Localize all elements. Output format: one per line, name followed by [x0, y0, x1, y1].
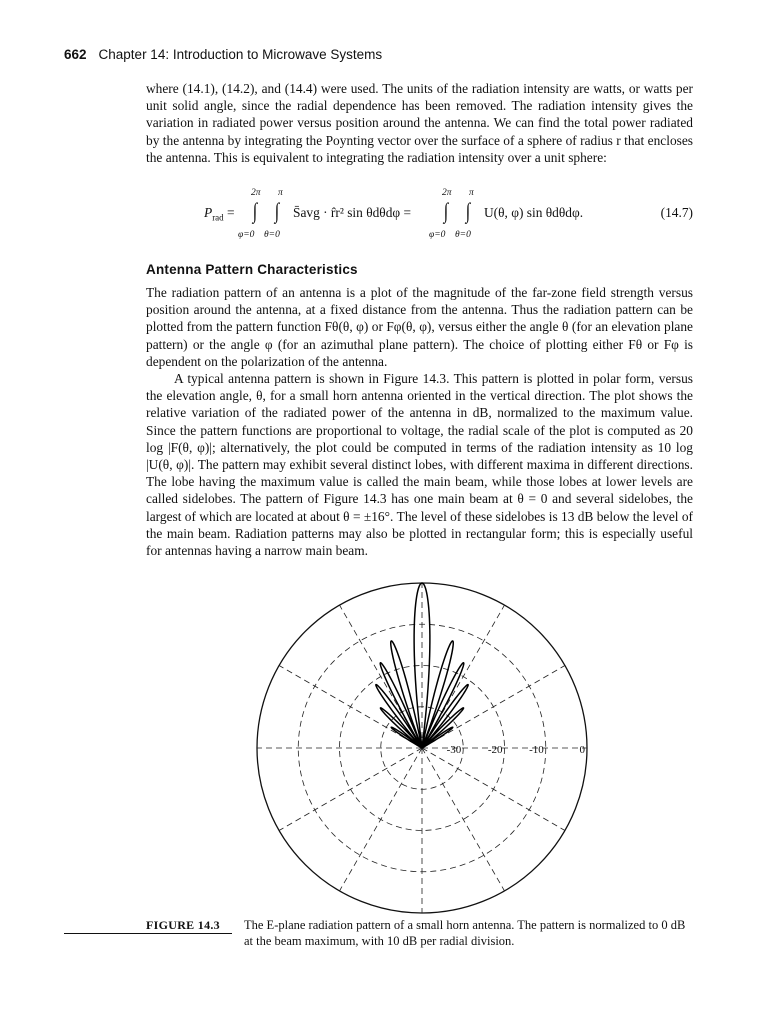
equation-number: (14.7) — [660, 205, 693, 220]
paragraph-1 — [146, 80, 693, 166]
figure-caption-text: The E-plane radiation pattern of a small horn antenna. The pattern is normalized to 0 dB at the beam maximum, with 10 dB per radial division. — [244, 918, 686, 948]
polar-grid-radial — [340, 748, 423, 891]
paragraphs-2-3 — [146, 284, 693, 559]
polar-radiation-pattern — [254, 580, 590, 916]
running-header — [64, 47, 382, 62]
polar-grid-radial — [422, 748, 505, 891]
eqn-lower-theta-1: θ=0 — [264, 230, 280, 240]
section-heading: Antenna Pattern Characteristics — [146, 262, 358, 277]
eqn-upper-theta-1: π — [278, 188, 283, 198]
page-number: 662 — [64, 47, 87, 62]
caption-rule — [64, 933, 232, 934]
eqn-lhs: $P_{rad}$ = — [204, 205, 235, 223]
radial-tick-label: -10 — [529, 744, 544, 756]
polar-grid-radial — [422, 748, 565, 831]
radial-tick-label: -20 — [487, 744, 503, 756]
paragraph-2-text: The radiation pattern of an antenna is a plot of the magnitude of the far-zone field strength versus position around the antenna, at a fixed distance from the antenna. Thus the radiation pattern can be plotted from the pattern function Fθ(θ, φ) or Fφ(θ, φ), versus either the angle θ (for an elevation plane pattern) or the angle φ (for an azimuthal plane pattern). The choice of plotting either Fθ or Fφ is dependent on the polarization of the antenna. — [146, 285, 693, 369]
figure-label: FIGURE 14.3 — [146, 918, 220, 932]
equation-14-7: $P_{rad}$ = 2π π ∫ ∫ φ=0 θ=0 S̄avg · r̂r² sin θdθdφ = 2π π ∫ ∫ φ=0 θ=0 U(θ, φ) sin θdθdφ. (14.7) — [204, 188, 693, 240]
eqn-upper-theta-2: π — [469, 188, 474, 198]
eqn-integrand-2: U(θ, φ) sin θdθdφ. — [484, 205, 584, 220]
chapter-title: Chapter 14: Introduction to Microwave Systems — [98, 47, 383, 62]
eqn-lower-theta-2: θ=0 — [455, 230, 471, 240]
eqn-upper-phi-2: 2π — [442, 188, 452, 198]
radial-tick-label: 0 — [579, 744, 585, 756]
polar-grid-radial — [279, 748, 422, 831]
eqn-upper-phi-1: 2π — [251, 188, 261, 198]
paragraph-3-text: A typical antenna pattern is shown in Figure 14.3. This pattern is plotted in polar form, versus the elevation angle, θ, for a small horn antenna oriented in the vertical direction. The plot shows the relative variation of the radiated power of the antenna in dB, normalized to the maximum value. Since the pattern functions are proportional to voltage, the radial scale of the plot is computed as 20 log |F(θ, φ)|; alternatively, the plot could be computed in terms of the radiation intensity as 10 log |U(θ, φ)|. The pattern may exhibit several distinct lobes, with different maxima in different directions. The lobe having the maximum value is called the main beam, while those lobes at lower levels are called sidelobes. The pattern of Figure 14.3 has one main beam at θ = 0 and several sidelobes, the largest of which are located at about θ = ±16°. The level of these sidelobes is 13 dB below the level of the main beam. Radiation patterns may also be plotted in rectangular form; this is especially useful for antennas having a narrow main beam. — [146, 371, 694, 559]
eqn-lower-phi-1: φ=0 — [238, 230, 255, 240]
eqn-integrand-1: S̄avg · r̂r² sin θdθdφ = — [293, 205, 412, 220]
eqn-lower-phi-2: φ=0 — [429, 230, 446, 240]
paragraph-1-text: where (14.1), (14.2), and (14.4) were used. The units of the radiation intensity are watts, or watts per unit solid angle, since the radial dependence has been removed. The radiation intensity gives the variation in radiated power versus position around the antenna. We can find the total power radiated by the antenna by integrating the Poynting vector over the surface of a sphere of radius r that encloses the antenna. This is equivalent to integrating the radiation intensity over a unit sphere: — [146, 81, 693, 165]
radial-tick-label: -30 — [446, 744, 462, 756]
